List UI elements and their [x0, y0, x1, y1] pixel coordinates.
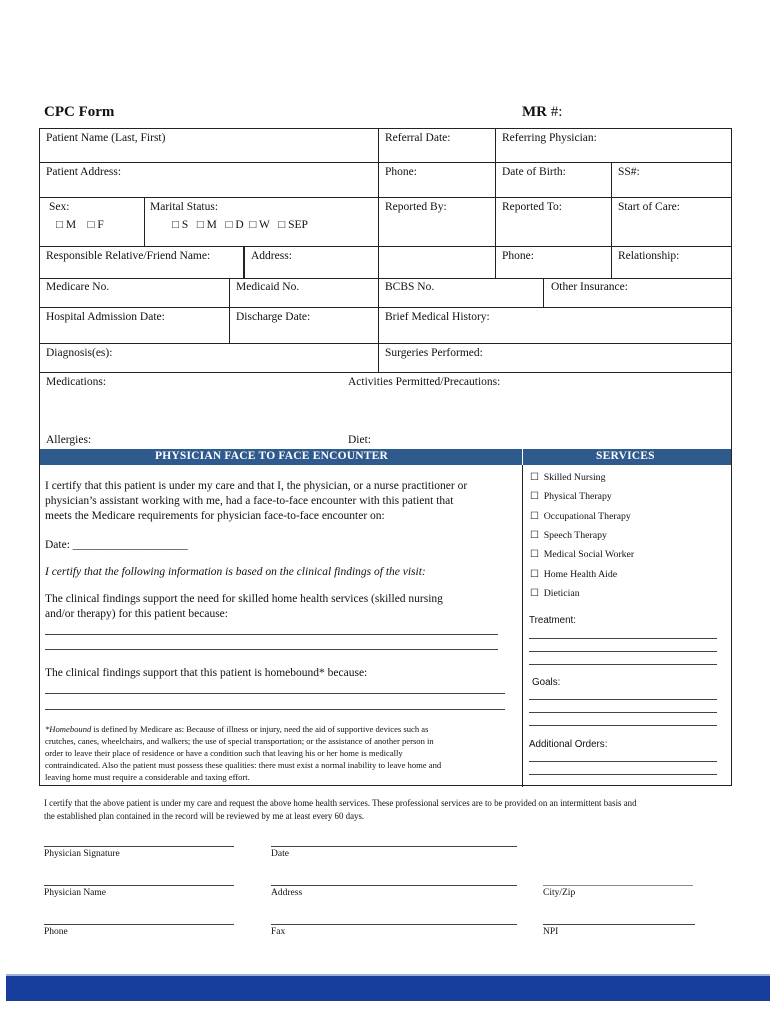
skilled-reason-line-2[interactable]: [45, 649, 498, 650]
reported-to-field[interactable]: Reported To:: [502, 201, 562, 213]
skilled-services-statement: The clinical findings support the need for skilled home health services (skilled nursing and/or therapy) for this patient because:: [45, 593, 443, 620]
form-title: CPC Form: [44, 104, 115, 120]
date-line[interactable]: [271, 846, 517, 847]
marital-status-label: Marital Status:: [150, 201, 219, 213]
patient-name-field[interactable]: Patient Name (Last, First): [46, 132, 166, 144]
goals-line-2[interactable]: [529, 712, 717, 713]
diagnoses-field[interactable]: Diagnosis(es):: [46, 347, 113, 359]
medications-field[interactable]: Medications:: [46, 376, 107, 388]
start-of-care-field[interactable]: Start of Care:: [618, 201, 680, 213]
hospital-admission-field[interactable]: Hospital Admission Date:: [46, 311, 165, 323]
discharge-date-field[interactable]: Discharge Date:: [236, 311, 311, 323]
certification-statement: I certify that the above patient is under my care and request the above home health services. These professional services are to be provided on an intermittent basis and the established plan contained in the record will be reviewed by me at least every 60 days.: [44, 798, 637, 821]
npi-label: NPI: [543, 927, 559, 937]
city-zip-line[interactable]: [543, 885, 693, 886]
mr-suffix: #:: [547, 104, 563, 120]
medicare-field[interactable]: Medicare No.: [46, 281, 110, 293]
medicaid-field[interactable]: Medicaid No.: [236, 281, 300, 293]
responsible-relative-field[interactable]: Responsible Relative/Friend Name:: [46, 250, 211, 262]
homebound-reason-line-1[interactable]: [45, 693, 505, 694]
service-dietician[interactable]: ☐ Dietician: [530, 588, 580, 599]
service-occupational-therapy[interactable]: ☐ Occupational Therapy: [530, 511, 631, 522]
section-header-band: [40, 449, 731, 465]
physician-signature-label: Physician Signature: [44, 849, 120, 859]
diet-field[interactable]: Diet:: [348, 434, 371, 446]
skilled-reason-line-1[interactable]: [45, 634, 498, 635]
physician-name-line[interactable]: [44, 885, 234, 886]
referring-physician-field[interactable]: Referring Physician:: [502, 132, 597, 144]
sex-label: Sex:: [49, 201, 70, 213]
goals-line-3[interactable]: [529, 725, 717, 726]
marital-status-checkboxes[interactable]: □ S □ M □ D □ W □ SEP: [172, 219, 308, 231]
homebound-reason-line-2[interactable]: [45, 709, 505, 710]
npi-line[interactable]: [543, 924, 695, 925]
surgeries-field[interactable]: Surgeries Performed:: [385, 347, 483, 359]
address-label: Address: [271, 888, 303, 898]
homebound-statement: The clinical findings support that this patient is homebound* because:: [45, 667, 368, 679]
treatment-label: Treatment:: [529, 615, 577, 626]
goals-label: Goals:: [532, 677, 561, 688]
reported-by-field[interactable]: Reported By:: [385, 201, 447, 213]
relative-address-field[interactable]: Address:: [251, 250, 292, 262]
referral-date-field[interactable]: Referral Date:: [385, 132, 451, 144]
mr-number-label: [522, 104, 562, 121]
bcbs-field[interactable]: BCBS No.: [385, 281, 435, 293]
ssn-field[interactable]: SS#:: [618, 166, 640, 178]
treatment-line-2[interactable]: [529, 651, 717, 652]
physician-signature-line[interactable]: [44, 846, 234, 847]
phone-field[interactable]: Phone:: [385, 166, 417, 178]
treatment-line-3[interactable]: [529, 664, 717, 665]
encounter-date-field[interactable]: Date: ____________________: [45, 539, 188, 551]
relative-phone-field[interactable]: Phone:: [502, 250, 534, 262]
activities-field[interactable]: Activities Permitted/Precautions:: [348, 376, 501, 388]
city-zip-label: City/Zip: [543, 888, 576, 898]
clinical-note: I certify that the following information is based on the clinical findings of the visit:: [45, 566, 426, 578]
service-home-health-aide[interactable]: ☐ Home Health Aide: [530, 569, 618, 580]
other-insurance-field[interactable]: Other Insurance:: [551, 281, 628, 293]
fax-line[interactable]: [271, 924, 517, 925]
orders-line-1[interactable]: [529, 761, 717, 762]
service-skilled-nursing[interactable]: ☐ Skilled Nursing: [530, 472, 606, 483]
patient-form-table: [39, 128, 732, 786]
sex-checkboxes[interactable]: □ M □ F: [56, 219, 104, 231]
date-of-birth-field[interactable]: Date of Birth:: [502, 166, 566, 178]
service-speech-therapy[interactable]: ☐ Speech Therapy: [530, 530, 607, 541]
orders-line-2[interactable]: [529, 774, 717, 775]
phone-line[interactable]: [44, 924, 234, 925]
footer-color-bar: [6, 974, 770, 1001]
service-medical-social-worker[interactable]: ☐ Medical Social Worker: [530, 549, 635, 560]
allergies-field[interactable]: Allergies:: [46, 434, 92, 446]
mr-label: MR: [522, 104, 547, 120]
phone-label: Phone: [44, 927, 68, 937]
homebound-definition: *Homebound is defined by Medicare as: Because of illness or injury, need the aid of supportive devices such as crutches, canes, wheelchairs, and walkers; the use of special transportation; or the assistance of another person in order to leave their place of residence or have a condition such that leaving his or her home is medically contraindicated. Also the patient must possess these qualities: there must exist a normal inability to leave home and leaving home must require a considerable and taxing effort.: [45, 724, 442, 782]
treatment-line-1[interactable]: [529, 638, 717, 639]
medical-history-field[interactable]: Brief Medical History:: [385, 311, 490, 323]
patient-address-field[interactable]: Patient Address:: [46, 166, 122, 178]
address-line[interactable]: [271, 885, 517, 886]
services-heading: SERVICES: [596, 450, 655, 462]
encounter-heading: PHYSICIAN FACE TO FACE ENCOUNTER: [155, 450, 389, 462]
goals-line-1[interactable]: [529, 699, 717, 700]
certify-statement: I certify that this patient is under my care and that I, the physician, or a nurse practitioner or physician’s assistant working with me, had a face-to-face encounter with this patient that meets the Medicare requirements for physician face-to-face encounter on:: [45, 480, 468, 522]
additional-orders-label: Additional Orders:: [529, 739, 608, 750]
relationship-field[interactable]: Relationship:: [618, 250, 680, 262]
service-physical-therapy[interactable]: ☐ Physical Therapy: [530, 491, 612, 502]
fax-label: Fax: [271, 927, 286, 937]
physician-name-label: Physician Name: [44, 888, 107, 898]
date-label: Date: [271, 849, 289, 859]
